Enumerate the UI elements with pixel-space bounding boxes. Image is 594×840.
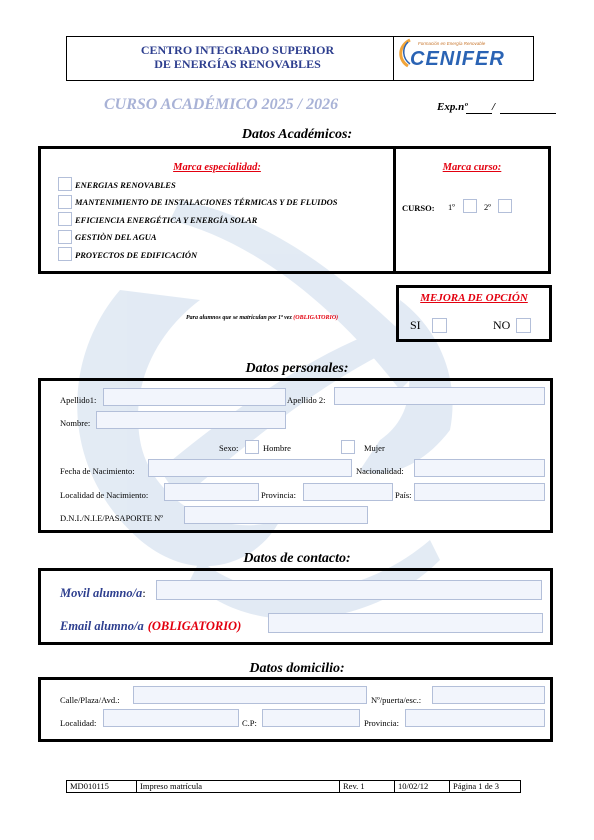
provincia-nac-label: Provincia:	[261, 490, 296, 500]
dni-label: D.N.I./N.I.E/PASAPORTE Nº	[60, 513, 163, 523]
specialty-option-1: ENERGIAS RENOVABLES	[75, 180, 176, 190]
nombre-label: Nombre:	[60, 418, 91, 428]
cp-label: C.P:	[242, 718, 257, 728]
sexo-label: Sexo:	[219, 443, 239, 453]
logo-subtitle: Formación en Energía Renovable	[418, 41, 486, 46]
exp-slash: /	[492, 101, 496, 113]
nacionalidad-input[interactable]	[414, 459, 545, 477]
email-input[interactable]	[268, 613, 543, 633]
footer-code: MD010115	[66, 780, 137, 793]
fecha-label: Fecha de Nacimiento:	[60, 466, 135, 476]
sexo-hombre-label: Hombre	[263, 443, 291, 453]
improvement-si-label: SI	[410, 318, 421, 332]
specialty-option-4: GESTIÒN DEL AGUA	[75, 232, 157, 242]
apellido2-input[interactable]	[334, 387, 545, 405]
first-enrol-required: (OBLIGATORIO)	[293, 315, 339, 321]
improvement-si-checkbox[interactable]	[432, 318, 447, 333]
movil-label	[60, 584, 146, 602]
specialty-option-3: EFICIENCIA ENERGÉTICA Y ENERGÍA SOLAR	[75, 215, 258, 225]
provincia-label: Provincia:	[364, 718, 399, 728]
institution-line-1: CENTRO INTEGRADO SUPERIOR	[140, 43, 335, 57]
course-title: CURSO ACADÉMICO 2025 / 2026	[104, 96, 339, 113]
curso-text: CURSO:	[402, 203, 435, 213]
nombre-input[interactable]	[96, 411, 286, 429]
localidad-label: Localidad:	[60, 718, 97, 728]
email-label	[60, 617, 241, 635]
sexo-hombre-checkbox[interactable]	[245, 440, 259, 454]
calle-input[interactable]	[133, 686, 367, 704]
cp-input[interactable]	[262, 709, 360, 727]
email-label-text: Email alumno/a	[60, 619, 144, 633]
exp-number-input[interactable]	[466, 113, 492, 114]
fecha-input[interactable]	[148, 459, 352, 477]
course-first-label: 1º	[448, 202, 455, 212]
localidad-nac-input[interactable]	[164, 483, 259, 501]
academic-section-title: Datos Académicos:	[241, 127, 353, 142]
provincia-nac-input[interactable]	[303, 483, 393, 501]
dni-input[interactable]	[184, 506, 368, 524]
pais-input[interactable]	[414, 483, 545, 501]
home-section-title: Datos domicilio:	[249, 661, 345, 676]
logo-text: CENIFER	[410, 48, 505, 70]
movil-label-text: Movil alumno/a	[60, 586, 143, 600]
nacionalidad-label: Nacionalidad:	[356, 466, 404, 476]
sexo-mujer-checkbox[interactable]	[341, 440, 355, 454]
institution-name	[66, 43, 409, 71]
first-enrol-note-text: Para alumnos que se matriculan por 1ª vez	[186, 315, 292, 321]
course-first-checkbox[interactable]	[463, 199, 477, 213]
localidad-input[interactable]	[103, 709, 239, 727]
specialty-option-5: PROYECTOS DE EDIFICACIÓN	[75, 250, 198, 260]
apellido1-input[interactable]	[103, 388, 286, 406]
specialty-checkbox-3[interactable]	[58, 212, 72, 226]
specialty-label: Marca especialidad:	[173, 162, 261, 173]
course-second-checkbox[interactable]	[498, 199, 512, 213]
apellido1-label: Apellido1:	[60, 395, 97, 405]
email-required: (OBLIGATORIO)	[147, 619, 242, 633]
specialty-option-2: MANTENIMIENTO DE INSTALACIONES TÉRMICAS Y DE FLUIDOS	[75, 197, 338, 207]
header-divider	[393, 36, 394, 81]
improvement-no-label: NO	[493, 318, 511, 332]
movil-colon: :	[142, 586, 146, 600]
specialty-checkbox-1[interactable]	[58, 177, 72, 191]
footer-revision: Rev. 1	[339, 780, 395, 793]
course-label: Marca curso:	[442, 162, 502, 173]
institution-line-2: DE ENERGÍAS RENOVABLES	[154, 57, 321, 71]
improvement-no-checkbox[interactable]	[516, 318, 531, 333]
calle-label: Calle/Plaza/Avd.:	[60, 695, 120, 705]
footer-page: Página 1 de 3	[449, 780, 521, 793]
improvement-title: MEJORA DE OPCIÓN	[420, 292, 528, 304]
specialty-checkbox-5[interactable]	[58, 247, 72, 261]
localidad-nac-label: Localidad de Nacimiento:	[60, 490, 149, 500]
specialty-checkbox-4[interactable]	[58, 230, 72, 244]
footer-doc-name: Impreso matrícula	[136, 780, 340, 793]
numero-label: Nº/puerta/esc.:	[371, 695, 422, 705]
numero-input[interactable]	[432, 686, 545, 704]
exp-label: Exp.nº	[437, 101, 468, 113]
contact-section-title: Datos de contacto:	[243, 551, 351, 566]
specialty-checkbox-2[interactable]	[58, 195, 72, 209]
sexo-mujer-label: Mujer	[364, 443, 385, 453]
personal-section-title: Datos personales:	[245, 361, 349, 376]
footer-date: 10/02/12	[394, 780, 450, 793]
pais-label: País:	[395, 490, 412, 500]
apellido2-label: Apellido 2:	[287, 395, 326, 405]
first-enrol-note	[186, 315, 338, 321]
movil-input[interactable]	[156, 580, 542, 600]
provincia-input[interactable]	[405, 709, 545, 727]
course-second-label: 2º	[484, 202, 491, 212]
exp-year-input[interactable]	[500, 113, 556, 114]
